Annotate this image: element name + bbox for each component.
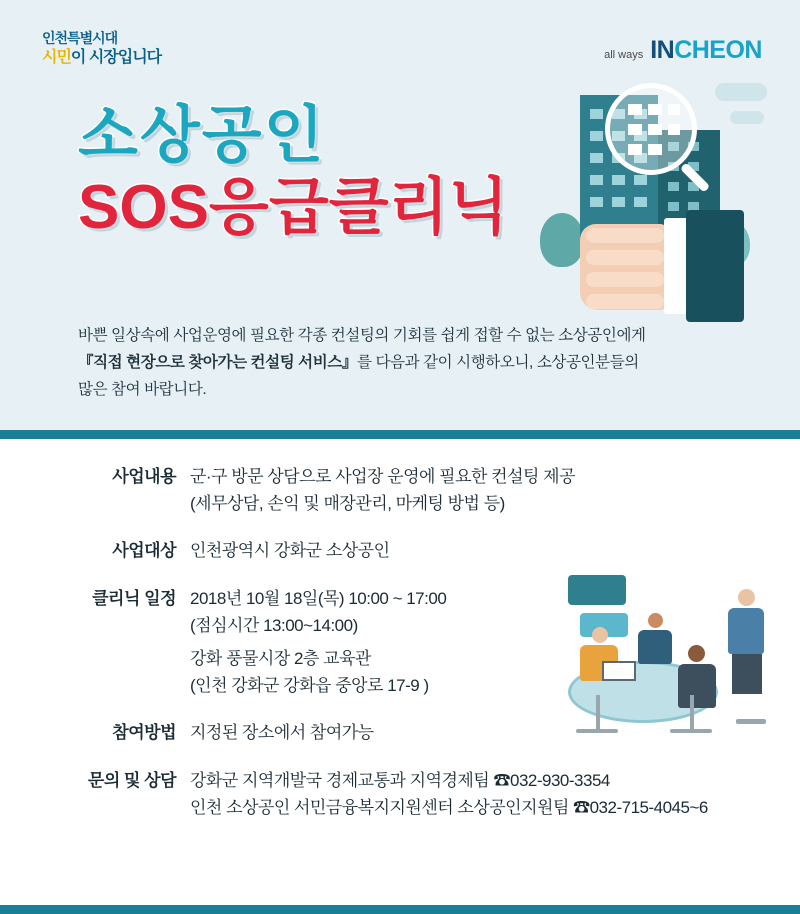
brand-tagline: all ways	[604, 49, 644, 61]
hand-finger	[586, 294, 664, 309]
detail-value-line: 지정된 장소에서 참여가능	[190, 723, 374, 743]
intro-paragraph	[78, 322, 738, 403]
cloud-icon	[730, 111, 764, 124]
detail-value-line: (점심시간 13:00~14:00)	[190, 615, 358, 635]
detail-row-business-content	[0, 463, 800, 517]
details-list	[0, 463, 800, 841]
incheon-brand-logo	[604, 36, 762, 65]
intro-line-2	[78, 349, 738, 376]
detail-label	[0, 767, 190, 794]
detail-row-contact	[0, 767, 800, 821]
hand-finger	[586, 250, 664, 265]
hand-illustration	[580, 210, 700, 325]
detail-value	[190, 585, 446, 700]
detail-value-line: 강화 풍물시장 2층 교육관	[190, 648, 371, 668]
brand-name	[650, 36, 762, 65]
detail-value	[190, 767, 708, 821]
slogan-highlight: 시민	[42, 48, 71, 66]
detail-value-line: 군·구 방문 상담으로 사업장 운영에 필요한 컨설팅 제공	[190, 467, 576, 486]
slogan-rest: 이 시장입니다	[70, 48, 162, 66]
brand-name-part1: IN	[650, 36, 675, 64]
detail-value	[190, 537, 390, 564]
intro-line-2-rest: 를 다음과 같이 시행하오니, 소상공인분들의	[357, 354, 639, 372]
headline-line-1: 소상공인	[78, 101, 326, 170]
intro-line-3: 많은 참여 바랍니다.	[78, 381, 207, 399]
intro-emphasis: 『직접 현장으로 찾아가는 컨설팅 서비스』	[78, 354, 357, 372]
detail-label: 사업내용	[112, 467, 176, 486]
slogan-line-1: 인천특별시대	[42, 30, 118, 46]
detail-label	[0, 585, 190, 612]
detail-label-line: 상담	[144, 770, 176, 790]
hand-finger	[586, 272, 664, 287]
poster-header-section	[0, 0, 800, 430]
contact-line-2: 인천 소상공인 서민금융복지지원센터 소상공인지원팀 ☎032-715-4045~6	[190, 797, 708, 817]
detail-row-target	[0, 537, 800, 564]
poster-details-section	[0, 439, 800, 905]
suit-sleeve	[686, 210, 744, 322]
poster-headline	[78, 101, 509, 242]
detail-label-line: 클리닉	[92, 588, 140, 608]
headline-line-2: SOS응급클리닉	[78, 173, 509, 242]
tree-icon	[540, 213, 584, 267]
detail-row-schedule	[0, 585, 800, 700]
detail-label: 사업대상	[112, 541, 176, 561]
detail-value-line: (인천 강화군 강화읍 중앙로 17-9 )	[190, 676, 429, 696]
detail-value-line: 인천광역시 강화군 소상공인	[190, 541, 390, 561]
detail-value-line: (세무상담, 손익 및 매장관리, 마케팅 방법 등)	[190, 494, 505, 514]
intro-line-1: 바쁜 일상속에 사업운영에 필요한 각종 컨설팅의 기회를 쉽게 접할 수 없는 소상공인에게	[78, 327, 646, 344]
detail-value	[190, 463, 575, 517]
incheon-slogan-logo	[42, 30, 161, 68]
magnifier-icon	[605, 83, 697, 175]
contact-line-1: 강화군 지역개발국 경제교통과 지역경제팀 ☎032-930-3354	[190, 770, 610, 790]
slogan-line-2	[42, 48, 161, 68]
section-divider	[0, 430, 800, 439]
cloud-icon	[715, 83, 767, 101]
detail-label-line: 일정	[144, 588, 176, 608]
brand-name-part2: CHEON	[674, 36, 762, 64]
detail-label-line: 문의 및	[87, 770, 140, 790]
detail-value	[190, 719, 374, 746]
detail-value-line: 2018년 10월 18일(목) 10:00 ~ 17:00	[190, 588, 447, 608]
detail-label: 참여방법	[112, 723, 176, 743]
detail-row-participation	[0, 719, 800, 746]
hand-finger	[586, 228, 664, 243]
footer-bar	[0, 905, 800, 914]
